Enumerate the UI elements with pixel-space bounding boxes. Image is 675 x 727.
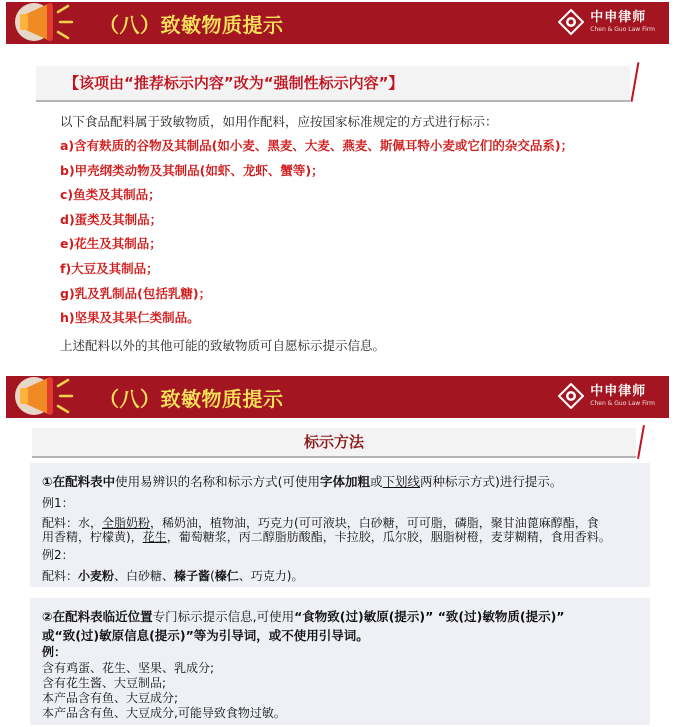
notice-text: 【该项由“推荐标示内容”改为“强制性标示内容”】 (64, 74, 404, 92)
allergen-item: c)鱼类及其制品； (60, 187, 161, 203)
method-1-lead: ①在配料表中 (42, 474, 116, 489)
logo-text-cn: 中申律师 (590, 10, 647, 25)
logo-text-en: Chen & Guo Law Firm (590, 400, 655, 407)
method-1-heading (42, 472, 562, 490)
megaphone-icon (14, 0, 74, 46)
method-1-bold-word: 字体加粗 (319, 474, 370, 489)
example-1-line-2 (42, 528, 611, 545)
ingredient-underlined: 花生 (142, 530, 167, 544)
example-2-line (42, 567, 303, 584)
method-2-lead: ②在配料表临近位置 (42, 609, 153, 624)
diamond-logo-icon (558, 383, 584, 409)
method-2-line-2: 或“致(过)敏原信息(提示)”等为引导词，或不使用引导词。 (42, 628, 369, 643)
example-line: 本产品含有鱼、大豆成分; (42, 691, 179, 705)
method-1-or: 或 (370, 474, 383, 489)
example-label: 例： (42, 645, 67, 659)
header-title: （八）致敏物质提示 (99, 13, 284, 37)
ingredient-bold: 榛仁 (214, 569, 239, 583)
ingredient-text: 配料： (42, 569, 79, 583)
example-line: 含有鸡蛋、花生、坚果、乳成分; (42, 661, 215, 675)
method-subheading-text: 标示方法 (303, 433, 364, 451)
example-1-label: 例1： (42, 496, 74, 510)
ingredient-text: ( (210, 569, 215, 583)
method-1-tail: 两种标示方式)进行提示。 (420, 474, 563, 489)
method-1-text: 使用易辨识的名称和标示方式(可使用 (115, 474, 320, 489)
diamond-logo-icon (558, 9, 584, 35)
example-2-label: 例2： (42, 548, 74, 562)
ingredient-text: 配料：水， (42, 516, 103, 530)
example-line: 含有花生酱、大豆制品; (42, 676, 167, 690)
method-subheading (32, 428, 636, 458)
header-bar-second (6, 376, 669, 418)
allergen-item: g)乳及乳制品(包括乳糖)； (60, 285, 212, 301)
logo-text-en: Chen & Guo Law Firm (590, 26, 655, 33)
method-1-underline-word: 下划线 (382, 474, 421, 489)
method-2-keywords: “食物致(过)敏原(提示)” “致(过)敏物质(提示)” (294, 609, 565, 624)
outro-text: 上述配料以外的其他可能的致敏物质可自愿标示提示信息。 (60, 338, 386, 353)
ingredient-bold: 榛子酱 (174, 569, 211, 583)
ingredient-text: ，葡萄糖浆，丙二醇脂肪酸酯，卡拉胶，瓜尔胶，胭脂树橙，麦芽糊精，食用香料。 (166, 530, 611, 544)
firm-logo (558, 9, 655, 35)
method-2-text: 专门标示提示信息,可使用 (152, 609, 295, 624)
allergen-item: d)蛋类及其制品； (60, 211, 163, 227)
method-box-1 (30, 463, 650, 587)
header-bar-top (6, 2, 669, 44)
allergen-item: e)花生及其制品； (60, 236, 162, 252)
allergen-list (60, 136, 573, 333)
intro-text: 以下食品配料属于致敏物质，如用作配料，应按国家标准规定的方式进行标示： (60, 114, 498, 129)
method-box-2 (30, 598, 650, 725)
ingredient-underlined: 全脂奶粉 (102, 516, 151, 530)
logo-text-cn: 中申律师 (590, 384, 647, 399)
allergen-item: h)坚果及其果仁类制品。 (60, 310, 200, 326)
allergen-item: f)大豆及其制品； (60, 260, 159, 276)
allergen-item: a)含有麸质的谷物及其制品(如小麦、黑麦、大麦、燕麦、斯佩耳特小麦或它们的杂交品系)； (60, 138, 574, 153)
method-2-line-1 (42, 607, 565, 625)
ingredient-text: ，稀奶油，植物油，巧克力(可可液块，白砂糖，可可脂，磷脂，聚甘油蓖麻醇酯，食 (150, 516, 599, 530)
ingredient-text: 、白砂糖、 (114, 569, 175, 583)
megaphone-icon (14, 374, 74, 420)
firm-logo (558, 383, 655, 409)
notice-banner (36, 66, 630, 102)
allergen-item: b)甲壳纲类动物及其制品(如虾、龙虾、蟹等)； (60, 162, 324, 178)
ingredient-text: 、巧克力)。 (238, 569, 304, 583)
example-line: 本产品含有鱼、大豆成分,可能导致食物过敏。 (42, 706, 286, 720)
ingredient-text: 用香精，柠檬黄)， (42, 530, 143, 544)
header-title: （八）致敏物质提示 (99, 387, 284, 411)
ingredient-bold: 小麦粉 (78, 569, 115, 583)
